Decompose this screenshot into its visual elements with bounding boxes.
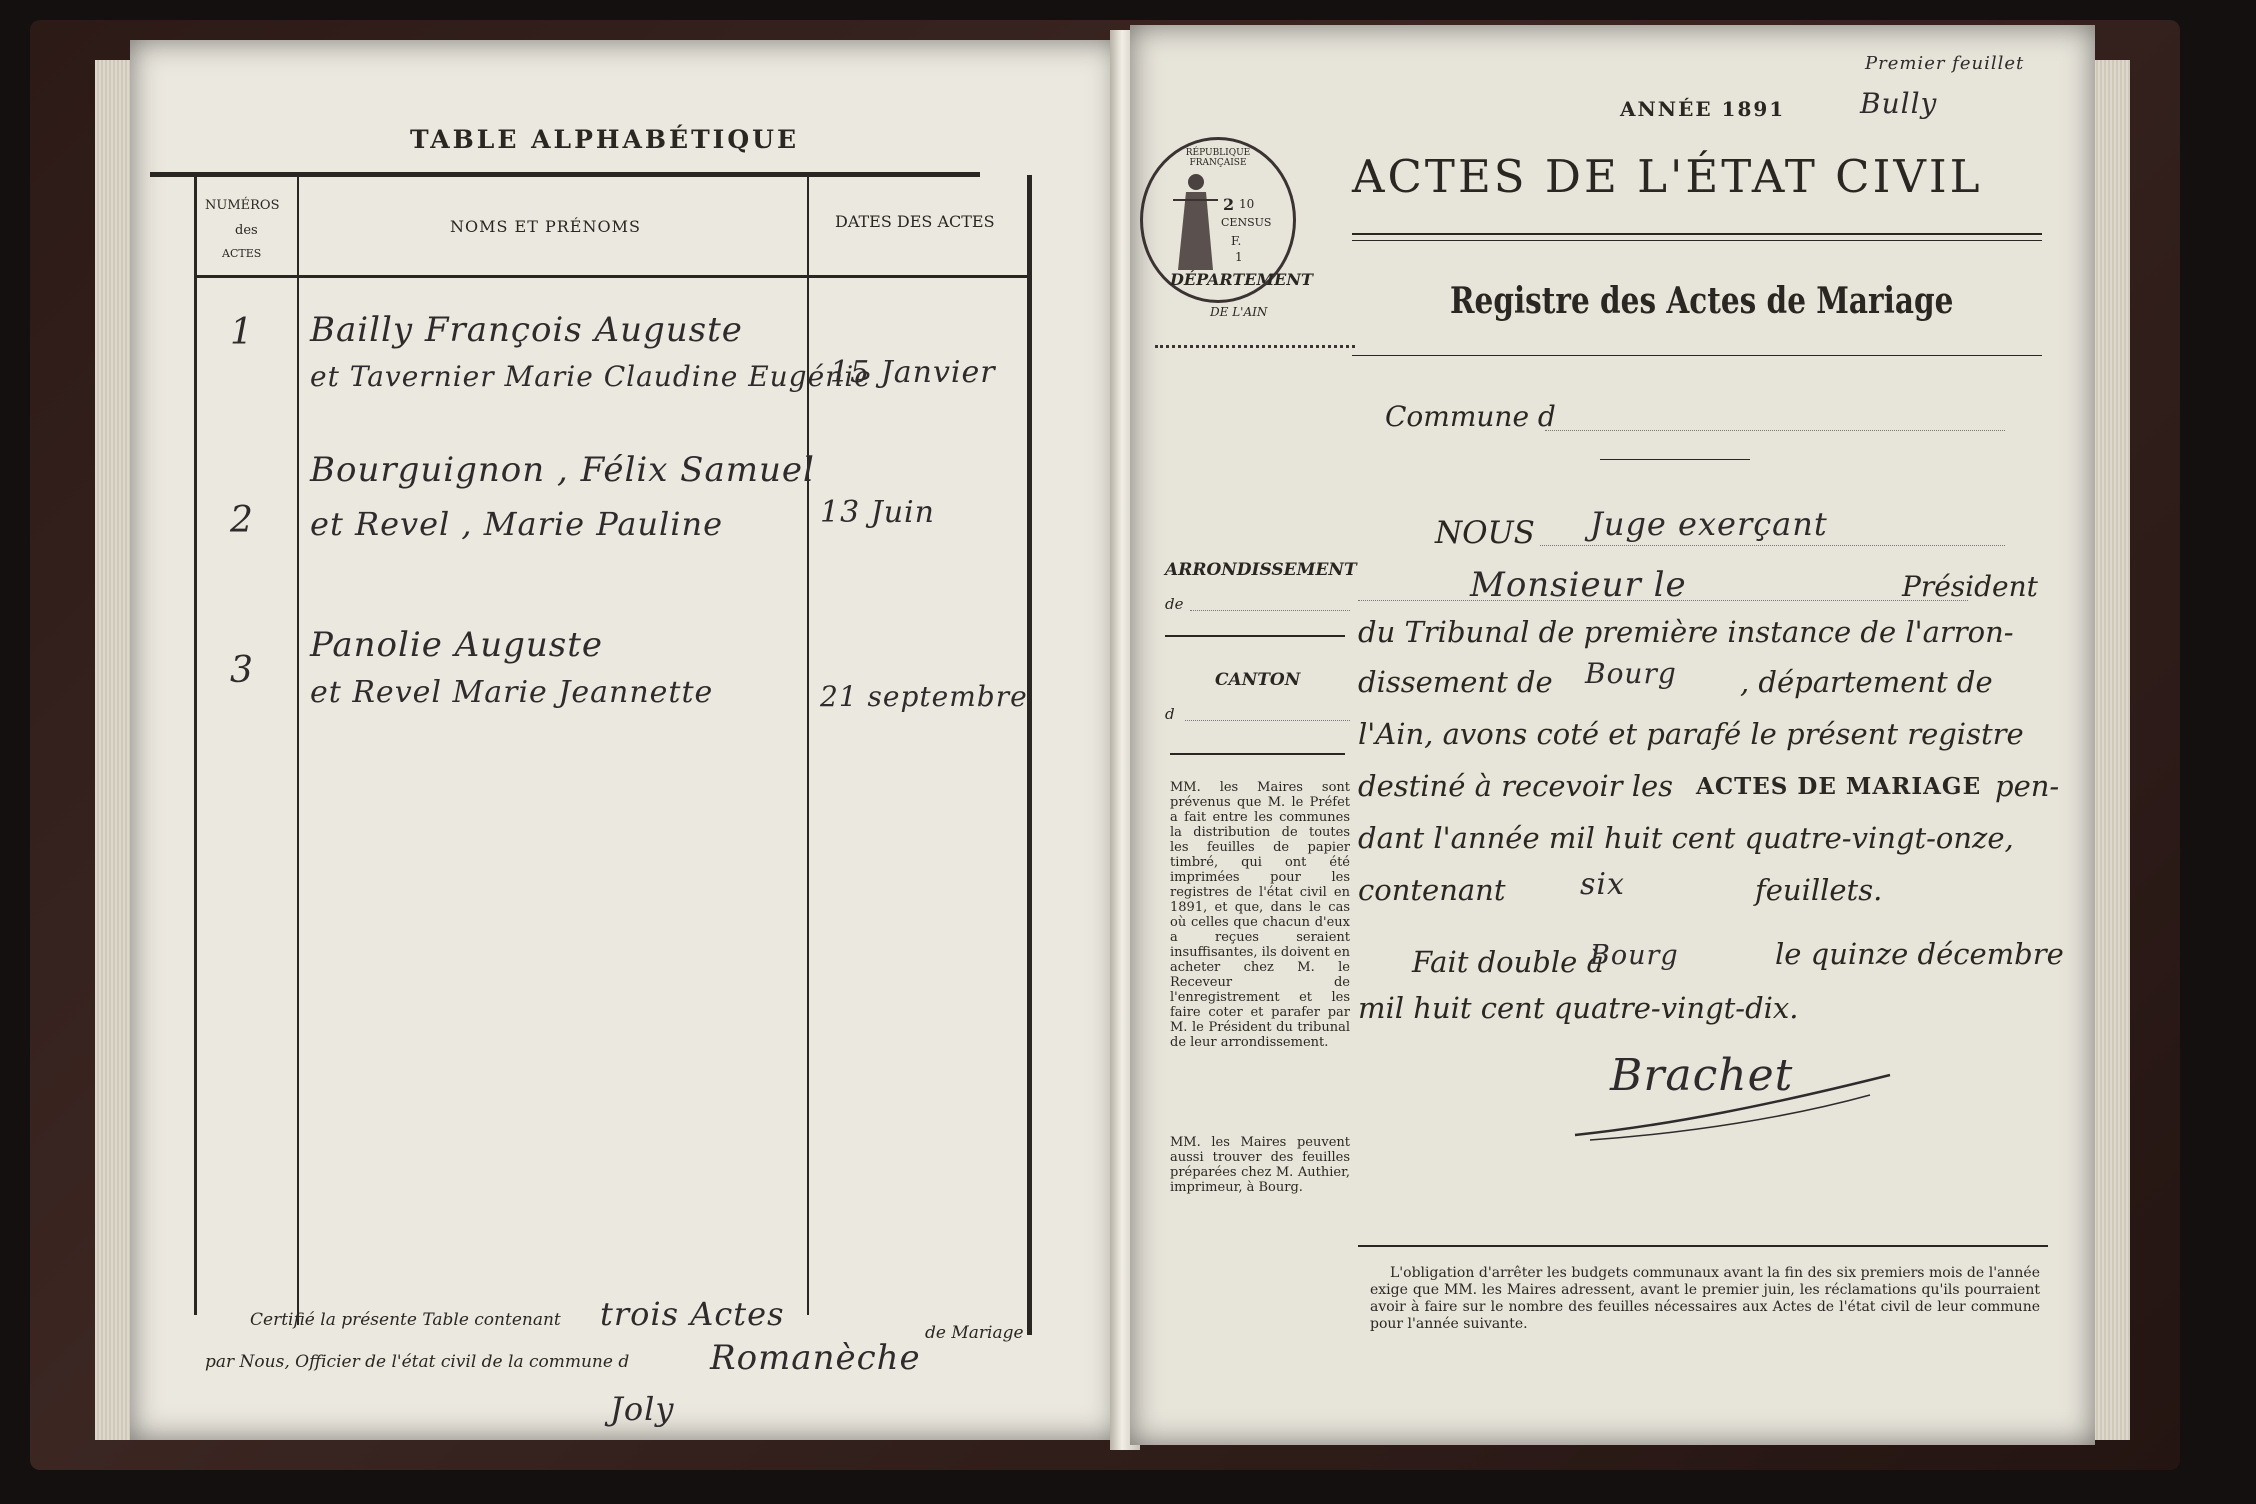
body-line-b2: , département de bbox=[1740, 665, 1993, 699]
arrondissement-field bbox=[1190, 610, 1350, 611]
body-line-d2: pen- bbox=[1995, 769, 2060, 803]
arrondissement-de: de bbox=[1165, 595, 1184, 613]
monsieur-field bbox=[1358, 600, 1968, 601]
bourg-handwritten: Bourg bbox=[1585, 657, 1677, 690]
stamp-f: F. bbox=[1231, 234, 1242, 248]
corner-note: Premier feuillet bbox=[1865, 53, 2025, 74]
table-header-rule bbox=[194, 275, 1032, 278]
six-handwritten: six bbox=[1580, 867, 1625, 902]
department-name: DE L'AIN bbox=[1210, 305, 1268, 319]
entry-date: 21 septembre bbox=[820, 680, 1028, 713]
certification-count: trois Actes bbox=[600, 1295, 785, 1333]
header-num-2: des bbox=[235, 223, 258, 238]
ornament-divider bbox=[1155, 345, 1355, 348]
certification-text-3: par Nous, Officier de l'état civil de la commune d bbox=[205, 1352, 630, 1372]
certification-commune: Romanèche bbox=[710, 1338, 921, 1378]
body-line-d-bold: ACTES DE MARIAGE bbox=[1696, 773, 1982, 800]
body-line-a: du Tribunal de première instance de l'arron- bbox=[1358, 615, 2014, 649]
title-double-rule-b bbox=[1352, 240, 2042, 241]
certification-text-2: de Mariage bbox=[925, 1323, 1024, 1343]
left-page-edges bbox=[95, 60, 135, 1440]
nous-label: NOUS bbox=[1435, 515, 1535, 551]
entry-name-line1: Bourguignon , Félix Samuel bbox=[310, 450, 815, 490]
header-dates: DATES DES ACTES bbox=[835, 212, 995, 231]
entry-date: 15 Janvier bbox=[830, 355, 996, 390]
canton-field bbox=[1185, 720, 1350, 721]
header-num-3: ACTES bbox=[222, 247, 262, 260]
body-line-g2: le quinze décembre bbox=[1775, 937, 2064, 971]
table-title: TABLE ALPHABÉTIQUE bbox=[410, 125, 800, 154]
entry-name-line2: et Revel , Marie Pauline bbox=[310, 505, 724, 543]
register-rule bbox=[1352, 355, 2042, 356]
year-heading: ANNÉE 1891 bbox=[1620, 97, 1786, 121]
header-names: NOMS ET PRÉNOMS bbox=[450, 217, 641, 236]
stamp-figure-icon bbox=[1168, 170, 1223, 280]
bourg-handwritten-2: Bourg bbox=[1590, 940, 1679, 971]
body-line-b1: dissement de bbox=[1358, 665, 1553, 699]
side-note-stamped-paper: MM. les Maires sont prévenus que M. le Préfet a fait entre les communes la distribution de toutes les feuilles de papier timbré, qui ont été imprimées pour les registres de l'état civil en 1891, et que, dans le cas où celles que chacun d'eux a reçues seraient insuffisantes, ils doivent en acheter chez M. le Receveur de l'enregistrement et les faire coter et parafer par M. le Président du tribunal de leur arrondissement. bbox=[1170, 780, 1350, 1050]
margin-rule-2 bbox=[1170, 753, 1345, 755]
register-title: Registre des Actes de Mariage bbox=[1450, 280, 1954, 322]
main-title: ACTES DE L'ÉTAT CIVIL bbox=[1352, 150, 1983, 203]
president-word: Président bbox=[1902, 570, 2038, 603]
entry-name-line1: Panolie Auguste bbox=[310, 625, 604, 665]
body-line-e: dant l'année mil huit cent quatre-vingt-onze, bbox=[1358, 821, 2014, 855]
body-line-f1: contenant bbox=[1358, 873, 1506, 907]
officer-signature: Joly bbox=[610, 1390, 675, 1428]
footer-note: L'obligation d'arrêter les budgets communaux avant la fin des six premiers mois de l'année exige que MM. les Maires adressent, avant le premier juin, les réclamations qu'ils pourraient avoir à faire sur le nombre des feuilles nécessaires aux Actes de l'état civil de leur commune pour l'année suivante. bbox=[1370, 1265, 2040, 1332]
body-line-d1: destiné à recevoir les bbox=[1358, 769, 1674, 803]
department-label: DÉPARTEMENT bbox=[1170, 270, 1313, 289]
monsieur-handwritten: Monsieur le bbox=[1470, 565, 1687, 605]
entry-number: 1 bbox=[230, 312, 254, 353]
side-note-printer: MM. les Maires peuvent aussi trouver des feuilles préparées chez M. Authier, imprimeur, à Bourg. bbox=[1170, 1135, 1350, 1195]
commune-field bbox=[1545, 430, 2005, 431]
entry-number: 2 bbox=[230, 500, 254, 541]
signature-flourish bbox=[1570, 1065, 1900, 1145]
commune-ornament bbox=[1600, 459, 1750, 460]
stamp-one: 1 bbox=[1235, 250, 1243, 264]
table-left-rule bbox=[194, 175, 197, 1315]
table-names-divider bbox=[297, 175, 299, 1325]
entry-name-line2: et Tavernier Marie Claudine Eugénie bbox=[310, 360, 872, 393]
table-right-rule bbox=[1027, 175, 1032, 1335]
stamp-value-denominator: 10 bbox=[1239, 197, 1255, 211]
stamp-republic-text: RÉPUBLIQUE FRANÇAISE bbox=[1185, 148, 1251, 168]
left-page bbox=[130, 40, 1120, 1440]
table-dates-divider bbox=[807, 175, 809, 1315]
canton-d: d bbox=[1165, 705, 1175, 723]
arrondissement-label: ARRONDISSEMENT bbox=[1165, 560, 1357, 580]
entry-date: 13 Juin bbox=[820, 495, 935, 530]
title-double-rule-a bbox=[1352, 233, 2042, 235]
header-num-1: NUMÉROS bbox=[205, 198, 280, 213]
body-line-g1: Fait double à bbox=[1412, 945, 1604, 979]
body-line-h: mil huit cent quatre-vingt-dix. bbox=[1358, 991, 1799, 1025]
stamp-value-numerator: 2 bbox=[1223, 195, 1235, 214]
body-line-c: l'Ain, avons coté et parafé le présent registre bbox=[1358, 717, 2024, 751]
table-top-rule bbox=[150, 172, 980, 177]
stamp-census: CENSUS bbox=[1221, 216, 1272, 229]
nous-handwritten: Juge exerçant bbox=[1590, 505, 1828, 543]
commune-label: Commune d bbox=[1385, 400, 1556, 433]
canton-label: CANTON bbox=[1215, 670, 1301, 690]
margin-rule-1 bbox=[1165, 635, 1345, 637]
corner-signature: Bully bbox=[1860, 87, 1938, 120]
entry-name-line2: et Revel Marie Jeannette bbox=[310, 675, 714, 710]
footer-rule bbox=[1358, 1245, 2048, 1247]
right-page-edges bbox=[2090, 60, 2130, 1440]
right-page bbox=[1130, 25, 2095, 1445]
entry-number: 3 bbox=[230, 650, 254, 691]
nous-field bbox=[1540, 545, 2005, 546]
entry-name-line1: Bailly François Auguste bbox=[310, 310, 743, 350]
body-line-f2: feuillets. bbox=[1755, 873, 1883, 907]
certification-text-1: Certifié la présente Table contenant bbox=[250, 1310, 561, 1330]
president-signature: Brachet bbox=[1610, 1050, 1794, 1101]
